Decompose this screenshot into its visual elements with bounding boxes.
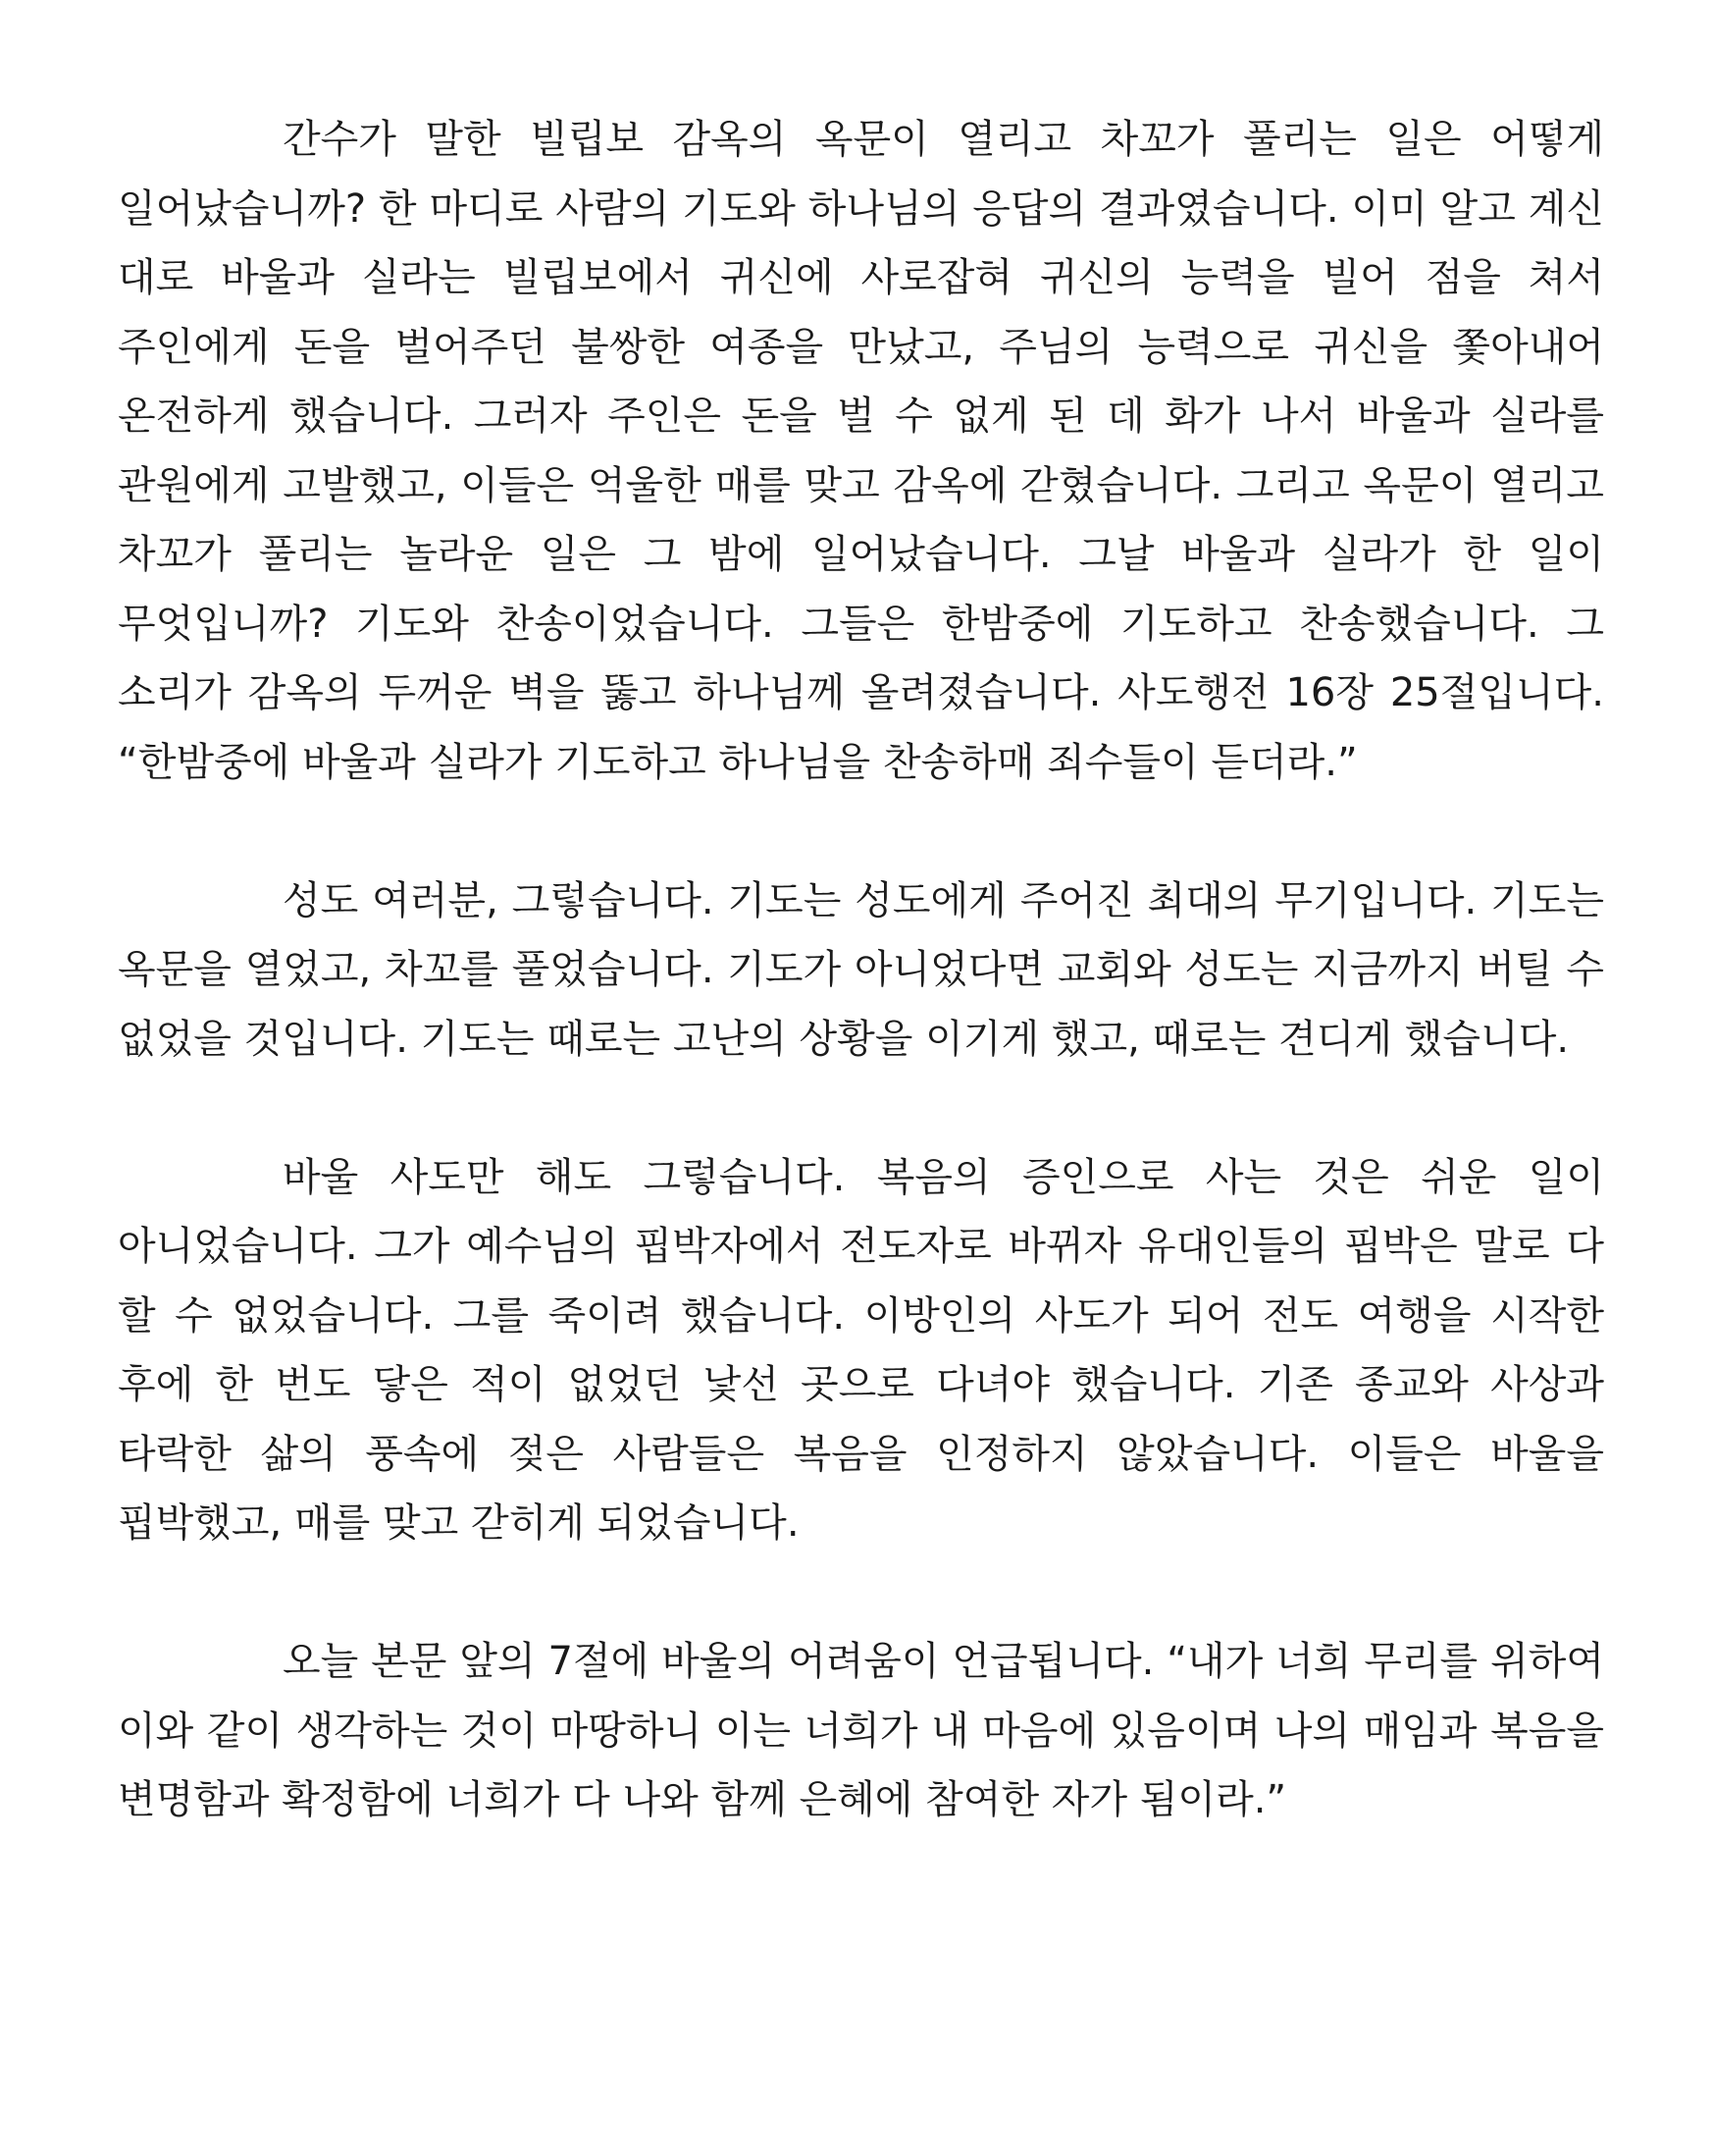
- paragraph-2: 성도 여러분, 그렇습니다. 기도는 성도에게 주어진 최대의 무기입니다. 기도는 옥문을 열었고, 차꼬를 풀었습니다. 기도가 아니었다면 교회와 성도는 지금까지 버틸 수 없었을 것입니다. 기도는 때로는 고난의 상황을 이기게 했고, 때로는 견디게 했습니다.: [118, 877, 1604, 1062]
- paragraph-1: 간수가 말한 빌립보 감옥의 옥문이 열리고 차꼬가 풀리는 일은 어떻게 일어났습니까? 한 마디로 사람의 기도와 하나님의 응답의 결과였습니다. 이미 알고 계신 대로 바울과 실라는 빌립보에서 귀신에 사로잡혀 귀신의 능력을 빌어 점을 쳐서 주인에게 돈을 벌어주던 불쌍한 여종을 만났고, 주님의 능력으로 귀신을 쫓아내어 온전하게 했습니다. 그러자 주인은 돈을 벌 수 없게 된 데 화가 나서 바울과 실라를 관원에게 고발했고, 이들은 억울한 매를 맞고 감옥에 갇혔습니다. 그리고 옥문이 열리고 차꼬가 풀리는 놀라운 일은 그 밤에 일어났습니다. 그날 바울과 실라가 한 일이 무엇입니까? 기도와 찬송이었습니다. 그들은 한밤중에 기도하고 찬송했습니다. 그 소리가 감옥의 두꺼운 벽을 뚫고 하나님께 올려졌습니다. 사도행전 16장 25절입니다. “한밤중에 바울과 실라가 기도하고 하나님을 찬송하매 죄수들이 듣더라.”: [118, 117, 1604, 785]
- paragraph-4: 오늘 본문 앞의 7절에 바울의 어려움이 언급됩니다. “내가 너희 무리를 위하여 이와 같이 생각하는 것이 마땅하니 이는 너희가 내 마음에 있음이며 나의 매임과 복음을 변명함과 확정함에 너희가 다 나와 함께 은혜에 참여한 자가 됨이라.”: [118, 1639, 1604, 1822]
- paragraph-3: 바울 사도만 해도 그렇습니다. 복음의 증인으로 사는 것은 쉬운 일이 아니었습니다. 그가 예수님의 핍박자에서 전도자로 바뀌자 유대인들의 핍박은 말로 다 할 수 없었습니다. 그를 죽이려 했습니다. 이방인의 사도가 되어 전도 여행을 시작한 후에 한 번도 닿은 적이 없었던 낯선 곳으로 다녀야 했습니다. 기존 종교와 사상과 타락한 삶의 풍속에 젖은 사람들은 복음을 인정하지 않았습니다. 이들은 바울을 핍박했고, 매를 맞고 갇히게 되었습니다.: [118, 1154, 1604, 1546]
- document-page: [118, 105, 1604, 1835]
